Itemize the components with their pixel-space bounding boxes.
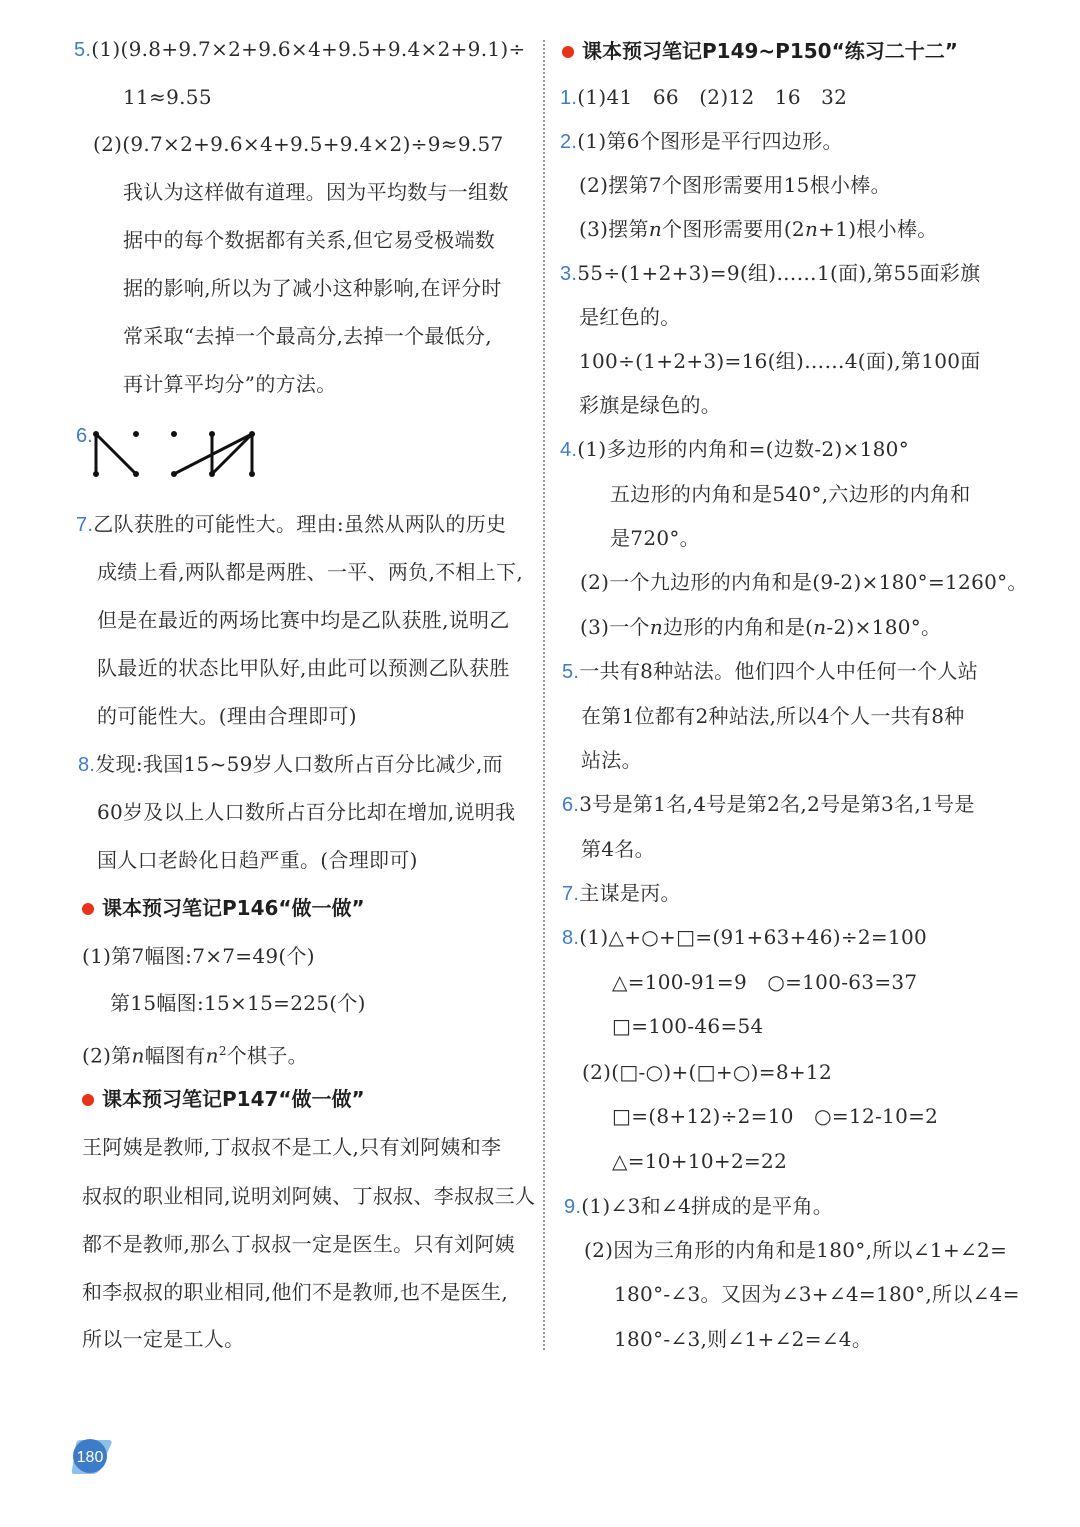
r-q2-number: 2.	[560, 131, 578, 153]
red-bullet-icon	[562, 46, 574, 58]
r-q3-number: 3.	[560, 263, 578, 285]
p147-line1: 王阿姨是教师,丁叔叔不是工人,只有刘阿姨和李	[82, 1135, 502, 1159]
r-q5-number: 5.	[562, 661, 580, 683]
circle-icon: ○	[641, 925, 660, 949]
circle-icon: ○	[732, 1060, 751, 1084]
r-q1-number: 1.	[560, 87, 578, 109]
r-q4-number: 4.	[560, 439, 578, 461]
r-q9-line2: (2)因为三角形的内角和是180°,所以∠1+∠2=	[584, 1238, 1008, 1262]
circle-icon: ○	[767, 970, 786, 994]
circle-icon: ○	[814, 1104, 832, 1128]
p147-line2: 叔叔的职业相同,说明刘阿姨、丁叔叔、李叔叔三人	[82, 1184, 536, 1208]
r-q4-line3: 是720°。	[610, 526, 700, 550]
page-number: 180	[76, 1449, 104, 1466]
r-q6-number: 6.	[562, 794, 580, 816]
q5-line7: 常采取“去掉一个最高分,去掉一个最低分,	[123, 324, 492, 348]
section-heading-p149: 课本预习笔记P149~P150“练习二十二”	[562, 38, 958, 64]
triangle-icon: △	[612, 1149, 628, 1173]
p146-line2: 第15幅图:15×15=225(个)	[110, 991, 366, 1015]
r-q9-line1: 9.(1)∠3和∠4拼成的是平角。	[564, 1194, 834, 1218]
r-q9-line4: 180°-∠3,则∠1+∠2=∠4。	[614, 1327, 873, 1351]
q5-line4: 我认为这样做有道理。因为平均数与一组数	[123, 180, 509, 204]
r-q4-line2: 五边形的内角和是540°,六边形的内角和	[610, 482, 971, 506]
q5-line2: 11≈9.55	[123, 85, 212, 109]
r-q5-line3: 站法。	[581, 748, 642, 772]
r-q5-line1: 5.一共有8种站法。他们四个人中任何一个人站	[562, 659, 979, 683]
square-icon: □	[612, 1014, 632, 1038]
q7-line2: 成绩上看,两队都是两胜、一平、两负,不相上下,	[97, 560, 523, 584]
q7-line5: 的可能性大。(理由合理即可)	[97, 704, 357, 728]
r-q9-line3: 180°-∠3。又因为∠3+∠4=180°,所以∠4=	[614, 1282, 1020, 1306]
r-q4-line4: (2)一个九边形的内角和是(9-2)×180°=1260°。	[580, 570, 1028, 594]
p147-line5: 所以一定是工人。	[82, 1327, 245, 1351]
square-icon: □	[676, 925, 696, 949]
q8-line2: 60岁及以上人口数所占百分比却在增加,说明我	[97, 800, 516, 824]
r-q2-line2: (2)摆第7个图形需要用15根小棒。	[579, 173, 891, 197]
q7-line3: 但是在最近的两场比赛中均是乙队获胜,说明乙	[97, 608, 510, 632]
r-q8-line5: □=(8+12)÷2=10 ○=12-10=2	[612, 1104, 939, 1128]
q5-line8: 再计算平均分”的方法。	[123, 372, 337, 396]
r-q8-line3: □=100-46=54	[612, 1014, 764, 1038]
r-q5-line2: 在第1位都有2种站法,所以4个人一共有8种	[581, 704, 965, 728]
r-q7-line1: 7.主谋是丙。	[562, 881, 681, 905]
r-q6-line1: 6.3号是第1名,4号是第2名,2号是第3名,1号是	[562, 792, 975, 816]
r-q3-line2: 是红色的。	[579, 305, 681, 329]
r-q3-line3: 100÷(1+2+3)=16(组)……4(面),第100面	[579, 349, 981, 373]
p146-line1: (1)第7幅图:7×7=49(个)	[82, 944, 315, 968]
q5-line3: (2)(9.7×2+9.6×4+9.5+9.4×2)÷9≈9.57	[93, 132, 504, 156]
p146-line3: (2)第n幅图有$n^2$个棋子。	[82, 1043, 308, 1068]
square-icon: □	[696, 1060, 716, 1084]
r-q6-line2: 第4名。	[581, 837, 655, 861]
page-number-badge	[70, 1436, 114, 1476]
q5-line5: 据中的每个数据都有关系,但它易受极端数	[123, 228, 496, 252]
q5-number: 5.	[74, 39, 92, 61]
r-q3-line1: 3.55÷(1+2+3)=9(组)……1(面),第55面彩旗	[560, 261, 981, 285]
q8-line1: 8.发现:我国15~59岁人口数所占百分比减少,而	[78, 752, 503, 776]
column-divider	[543, 40, 545, 1350]
q8-line3: 国人口老龄化日趋严重。(合理即可)	[97, 848, 418, 872]
r-q7-number: 7.	[562, 883, 580, 905]
p147-line4: 和李叔叔的职业相同,他们不是教师,也不是医生,	[82, 1280, 508, 1304]
r-q8-line6: △=10+10+2=22	[612, 1149, 788, 1173]
square-icon: □	[619, 1060, 639, 1084]
section-heading-p146: 课本预习笔记P146“做一做”	[82, 895, 365, 921]
r-q4-line1: 4.(1)多边形的内角和=(边数-2)×180°	[560, 437, 909, 461]
r-q1-line1: 1.(1)41 66 (2)12 16 32	[560, 85, 848, 109]
r-q8-number: 8.	[562, 927, 580, 949]
q5-line1: 5.(1)(9.8+9.7×2+9.6×4+9.5+9.4×2+9.1)÷	[74, 37, 526, 61]
red-bullet-icon	[82, 903, 94, 915]
red-bullet-icon	[82, 1094, 94, 1106]
p147-line3: 都不是教师,那么丁叔叔一定是医生。只有刘阿姨	[82, 1232, 515, 1256]
r-q9-number: 9.	[564, 1196, 582, 1218]
q8-number: 8.	[78, 754, 96, 776]
triangle-icon: △	[608, 925, 625, 949]
r-q8-line1: 8.(1)△+○+□=(91+63+46)÷2=100	[562, 925, 928, 949]
q7-line4: 队最近的状态比甲队好,由此可以预测乙队获胜	[97, 656, 510, 680]
q5-line6: 据的影响,所以为了减小这种影响,在评分时	[123, 276, 502, 300]
circle-icon: ○	[645, 1060, 664, 1084]
r-q8-line2: △=100-91=9 ○=100-63=37	[612, 970, 918, 994]
q6-dot-figure	[76, 424, 276, 484]
q7-line1: 7.乙队获胜的可能性大。理由:虽然从两队的历史	[76, 512, 507, 536]
section-heading-p147: 课本预习笔记P147“做一做”	[82, 1086, 365, 1112]
r-q2-line1: 2.(1)第6个图形是平行四边形。	[560, 129, 843, 153]
r-q3-line4: 彩旗是绿色的。	[579, 393, 722, 417]
square-icon: □	[612, 1104, 632, 1128]
q6-number: 6.	[76, 425, 93, 447]
r-q8-line4: (2)(□-○)+(□+○)=8+12	[582, 1060, 832, 1084]
q7-number: 7.	[76, 514, 94, 536]
r-q4-line5: (3)一个n边形的内角和是(n-2)×180°。	[580, 615, 942, 639]
r-q2-line3: (3)摆第n个图形需要用(2n+1)根小棒。	[579, 217, 938, 241]
triangle-icon: △	[612, 970, 628, 994]
